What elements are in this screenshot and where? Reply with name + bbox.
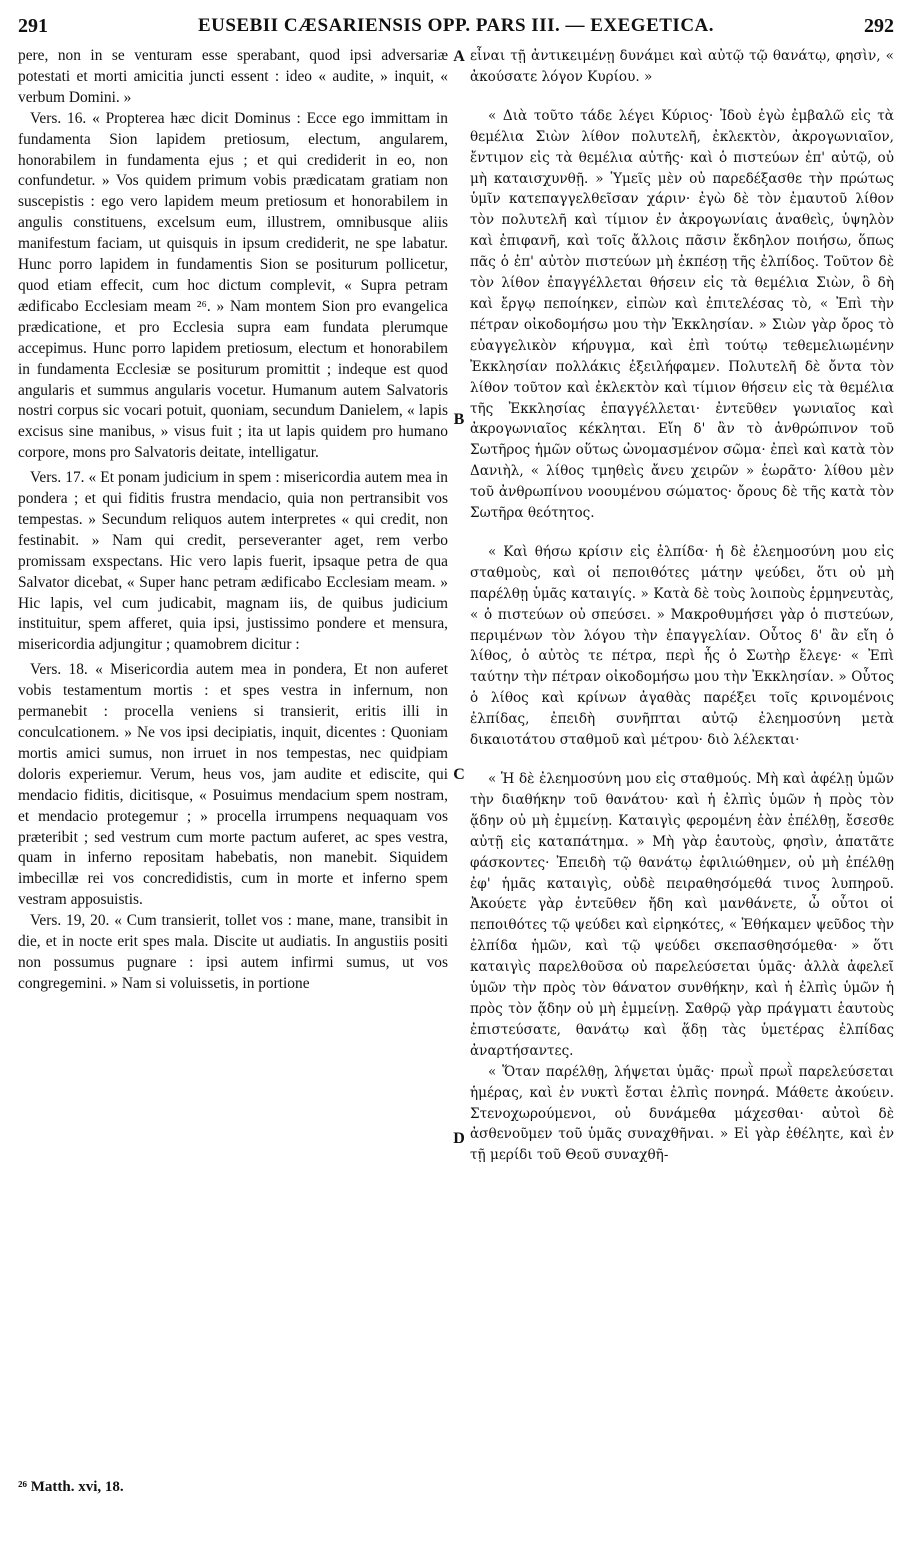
margin-marker-d: D bbox=[453, 1130, 465, 1147]
margin-marker-a: A bbox=[453, 48, 465, 65]
latin-paragraph: Vers. 18. « Misericordia autem mea in pondera, Et non auferet vobis testamentum mortis : et spes vestra in infernum, non permanebit : procella veniens si transierit, eritis illi in conculcationem. » Ne vos ipsi decipiatis, inquit, dicentes : Quoniam mortis amici sumus, non irruet in nos tempestas, nec quidpiam doloris experiemur. Verum, heus vos, jam audite et ediscite, qui mendacio fiditis, dicitisque, « Posuimus mendacium spem nostram, et mendacio protegemur ; » procella irrumpens nequaquam vos præteribit ; sed vestrum cum morte pactum auferet, ac spes vestra, quam in inferno repositam habebatis, non manebit. Siquidem imbecillæ rei vos concredidistis, cum in morte et inferno spem vestram apposuistis. bbox=[18, 661, 448, 909]
latin-paragraph: Vers. 19, 20. « Cum transierit, tollet vos : mane, mane, transibit in die, et in nocte erit spes mala. Discite ut audiatis. In angustiis positi non possumus pugnare : ipsi autem infirmi sumus, ut vos congregemini. » Nam si voluissetis, in portione bbox=[18, 912, 448, 992]
latin-paragraph: Vers. 16. « Propterea hæc dicit Dominus : Ecce ego immittam in fundamenta Sion lapidem pretiosum, electum, angularem, honorabilem in fundamenta ejus ; et qui crediderit in eo, non confundetur. » Vos quidem primum vobis prædicatam gratiam non suscepistis : ego vero lapidem meum pretiosum et honorabilem in angulis constituens, excelsum eum, illustrem, omnibusque aliis manifestum faciam, ut quisquis in ipsum crediderit, ne spe labatur. Hunc porro lapidem in fundamentis Sion se positurum pollicetur, quod etiam effecit, cum hoc dictum complevit, « Supra petram ædificabo Ecclesiam meam ²⁶. » Nam montem Sion pro evangelica prædicatione, et pro Ecclesia supra eam fundata plerumque accepimus. Hunc porro lapidem pretiosum, electum et honorabilem in fundamenta Ecclesiæ se positurum promittit ; indeque est quod angularis et summus angularis vocetur. Humanum autem Salvatoris nostri corpus sic vocari potuit, quoniam, secundum Danielem, « lapis excisus sine manibus, » visus fuit ; ita ut lapis quidem pro humano corpore, mons pro Salvatoris deitate, intelligatur. bbox=[18, 109, 448, 462]
margin-marker-b: B bbox=[453, 411, 465, 428]
greek-paragraph: « Ἡ δὲ ἐλεημοσύνη μου εἰς σταθμούς. Μὴ καὶ ἀφέλῃ ὑμῶν τὴν διαθήκην τοῦ θανάτου· καὶ ἡ ἐλπὶς ὑμῶν ἡ πρὸς τὸν ᾅδην οὐ μὴ ἐμμείνῃ. Καταιγὶς φερομένη ἐὰν ἐπέλθῃ, ἔσεσθε αὐτῇ εἰς καταπάτημα. » Μὴ γὰρ ἑαυτοὺς, φησὶν, ἀπατᾶτε φάσκοντες· Ἐπειδὴ τῷ θανάτῳ ἐφιλιώθημεν, οὐ μὴ ἐπέλθῃ ἐφ' ἡμᾶς καταιγὶς, οὐδὲ πειραθησόμεθά τινος λυπηροῦ. Ἀκούετε γὰρ ἐντεῦθεν ἤδη καὶ μανθάνετε, ὦ οὗτοι οἱ πεποιθότες τῷ ψεύδει καὶ εἰρηκότες, « Ἐθήκαμεν ψεῦδος τὴν ἐλπίδα ἡμῶν, καὶ τῷ ψεύδει σκεπασθησόμεθα· » ὅτι καταιγὶς παρελθοῦσα οὐ παρελεύσεται ὑμᾶς· ἀλλὰ ἀφελεῖ ὑμῶν τὴν πρὸς τὸν θάνατον συνθήκην, καὶ ἡ ἐλπὶς ὑμῶν ἡ πρὸς τὸν ᾅδην οὐ μὴ ἐμμείνῃ. Σαθρῷ γὰρ πράγματι ἑαυτοὺς ἐπιστεύσατε, θανάτῳ καὶ ᾅδῃ τὰς ὑμετέρας ἐλπίδας ἀναρτήσαντες. bbox=[470, 771, 894, 1059]
running-header bbox=[18, 14, 894, 40]
margin-marker-c: C bbox=[453, 766, 465, 783]
latin-paragraph: Vers. 17. « Et ponam judicium in spem : misericordia autem mea in pondera ; et qui fiditis frustra mendacio, quia non pertransibit vos tempestas. » Secundum reliquos autem interpretes « qui credit, non festinabit. » Nam qui credit, perseveranter aget, rem verbo promissam exspectans. Hic vero lapis fuerit, ipsaque petra de qua Salvator dicebat, « Super hanc petram ædificabo Ecclesiam meam. » Hic lapis, vel cum judicabit, magnam iis, de quibus judicium instituitur, spem afferet, quia ipsi, justissimo pondere et mensura, misericordia adjungitur ; quamobrem dicitur : bbox=[18, 469, 448, 654]
greek-paragraph: « Διὰ τοῦτο τάδε λέγει Κύριος· Ἰδοὺ ἐγὼ ἐμβαλῶ εἰς τὰ θεμέλια Σιὼν λίθον πολυτελῆ, ἐκλεκτὸν, ἀκρογωνιαῖον, ἔντιμον εἰς τὰ θεμέλια αὐτῆς· καὶ ὁ πιστεύων ἐπ' αὐτῷ, οὐ μὴ καταισχυνθῇ. » Ὑμεῖς μὲν οὐ παρεδέξασθε τὴν πρώτως ὑμῖν κατεπαγγελθεῖσαν χάριν· ἐγὼ δὲ τὸν ἐμαυτοῦ λίθον τὸν πολυτελῆ καὶ τίμιον ἐν ἀκρογωνίαις ἀναθεὶς, ὑψηλὸν καὶ ἐπιφανῆ, καὶ τοῖς ἄλλοις πᾶσιν ἔκδηλον ποιήσω, ὅπως πᾶς ὁ ἐπ' αὐτὸν πιστεύων μὴ ἐκπέσῃ τῆς ἐλπίδος. Τοῦτον δὲ τὸν λίθον ἐπαγγέλλεται θήσειν εἰς τὰ θεμέλια Σιὼν, ὃ δὴ καὶ ἔργῳ πεποίηκεν, εἰπὼν καὶ ἐπιτελέσας τὸ, « Ἐπὶ τὴν πέτραν οἰκοδομήσω μου τὴν Ἐκκλησίαν. » Σιὼν γὰρ ὄρος τὸ εὐαγγελικὸν κήρυγμα, καὶ ἐπὶ τούτῳ τεθεμελιωμένην Ἐκκλησίαν πολλάκις ἐξειλήφαμεν. Πολυτελῆ δὲ ὄντα τὸν λίθον τοῦτον καὶ ἐκλεκτὸν καὶ τίμιον θήσειν εἰς τὰ θεμέλια τῆς Ἐκκλησίας ἐπαγγέλλεται· ἐντεῦθεν γωνιαῖος καὶ ἀκρογωνιαῖος κέκληται. Εἴη δ' ἂν τὸ ἀνθρώπινον τοῦ Σωτῆρος ἡμῶν οὕτως ὠνομασμένον σῶμα· ἐπεὶ καὶ κατὰ τὸν Δανιὴλ, « λίθος τμηθεὶς ἄνευ χειρῶν » ἑωρᾶτο· λίθου μὲν τοῦ ἀνθρωπίνου νοουμένου σώματος· ὄρους δὲ τῆς κατὰ τὸν Σωτῆρα θεότητος. bbox=[470, 107, 894, 522]
greek-paragraph: « Καὶ θήσω κρίσιν εἰς ἐλπίδα· ἡ δὲ ἐλεημοσύνη μου εἰς σταθμοὺς, καὶ οἱ πεποιθότες μάτην ψεύδει, ὅτι οὐ μὴ παρέλθῃ ὑμᾶς καταιγίς. » Κατὰ δὲ τοὺς λοιποὺς ἑρμηνευτὰς, « ὁ πιστεύων οὐ σπεύσει. » Μακροθυμήσει γὰρ ὁ πιστεύων, περιμένων τὸν λόγου τὴν ἐπαγγελίαν. Οὗτος δ' ἂν εἴη ὁ λίθος, ὁ αὐτὸς τε πέτρα, περὶ ἧς ὁ Σωτὴρ ἔλεγε· « Ἐπὶ ταύτην τὴν πέτραν οἰκοδομήσω μου τὴν Ἐκκλησίαν. » Οὗτος ὁ λίθος καὶ κρίνων ἀγαθὰς παρέξει τοῖς κρινομένοις ἐλπίδας, ἐπειδὴ συνῆπται αὐτῷ ἐλεημοσύνη μετὰ δικαιοτάτου σταθμοῦ καὶ μέτρου· διὸ λέλεκται· bbox=[470, 543, 894, 749]
left-page-number: 291 bbox=[18, 15, 48, 37]
latin-paragraph: pere, non in se venturam esse sperabant, quod ipsi adversariæ potestati et morti amicitia juncti essent : ideo « audite, » inquit, « verbum Domini. » bbox=[18, 47, 448, 106]
right-page-number: 292 bbox=[864, 15, 894, 37]
greek-column bbox=[470, 46, 894, 1526]
running-title: EUSEBII CÆSARIENSIS OPP. PARS III. — EXEGETICA. bbox=[197, 15, 715, 36]
greek-paragraph: εἶναι τῇ ἀντικειμένῃ δυνάμει καὶ αὐτῷ τῷ θανάτῳ, φησὶν, « ἀκούσατε λόγον Κυρίου. » bbox=[470, 48, 894, 85]
latin-column bbox=[18, 46, 448, 1466]
greek-paragraph: « Ὅταν παρέλθῃ, λήψεται ὑμᾶς· πρωῒ πρωῒ παρελεύσεται ἡμέρας, καὶ ἐν νυκτὶ ἔσται ἐλπὶς πονηρά. Μάθετε ἀκούειν. Στενοχωρούμενοι, οὐ δυνάμεθα μάχεσθαι· αὐτοὶ δὲ ἀσθενοῦμεν τοῦ ὑμᾶς συναχθῆναι. » Εἰ γὰρ ἐθέλητε, καὶ ἐν τῇ μερίδι τοῦ Θεοῦ συναχθῆ- bbox=[470, 1063, 894, 1164]
footnote: ²⁶ Matth. xvi, 18. bbox=[18, 1479, 124, 1495]
